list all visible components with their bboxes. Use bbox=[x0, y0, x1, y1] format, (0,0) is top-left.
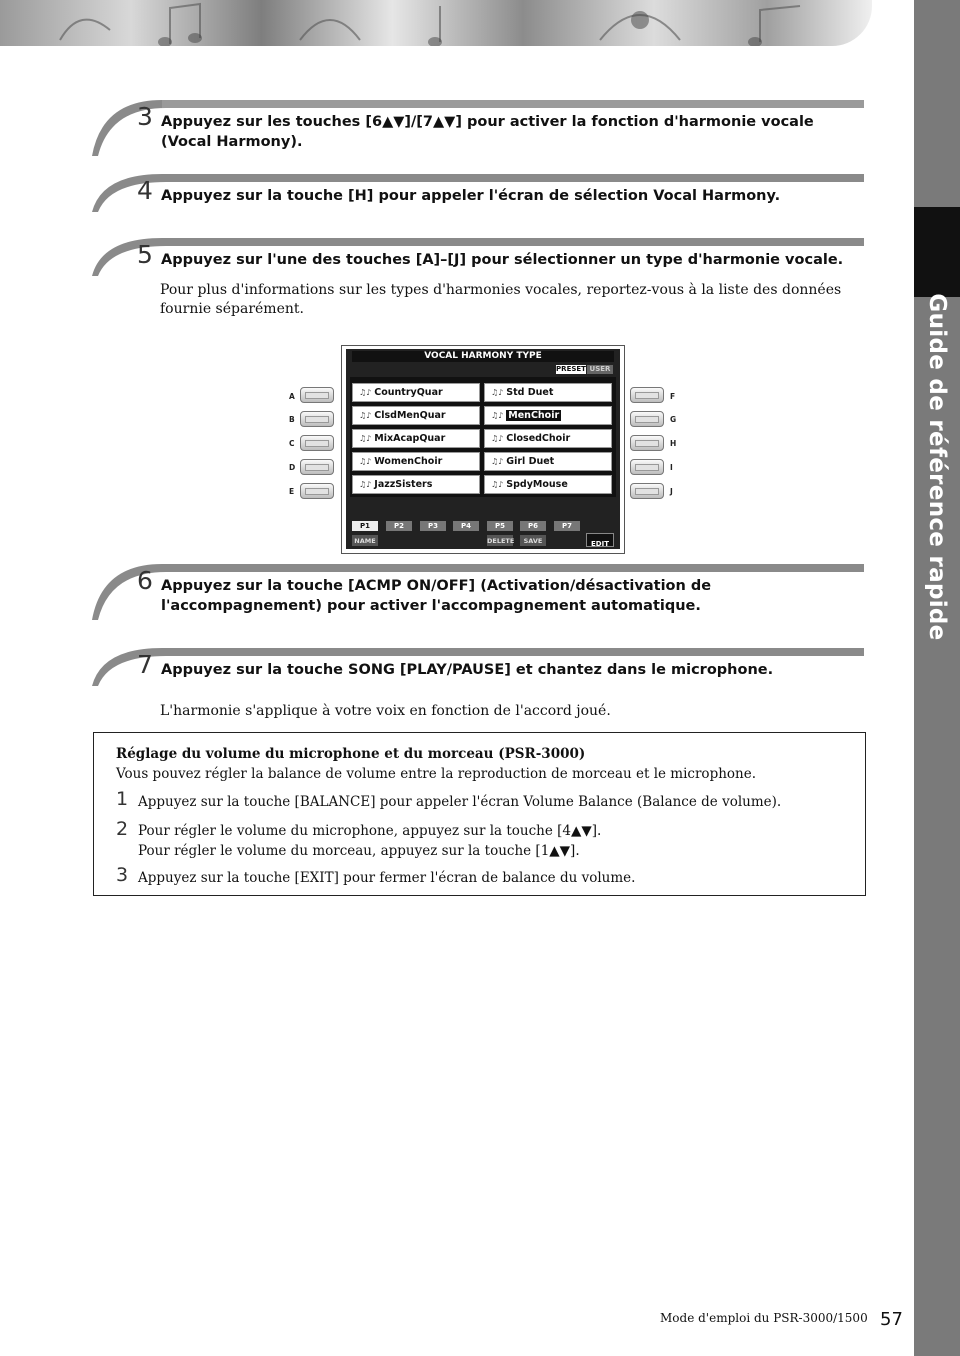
side-tab-marker bbox=[914, 207, 960, 297]
tab-p7[interactable]: P7 bbox=[554, 521, 580, 531]
step-7-note: L'harmonie s'applique à votre voix en fonction de l'accord joué. bbox=[160, 703, 611, 719]
step-number: 3 bbox=[137, 102, 153, 131]
button-d[interactable] bbox=[300, 459, 334, 475]
page-number: 57 bbox=[880, 1309, 903, 1330]
voice-harmony-icon: ♫♪ bbox=[359, 388, 372, 397]
button-letter-e: E bbox=[289, 487, 295, 496]
step-7 bbox=[92, 646, 864, 686]
info-step-text: Appuyez sur la touche [EXIT] pour fermer l'écran de balance du volume. bbox=[138, 870, 636, 886]
tab-p1[interactable]: P1 bbox=[352, 521, 378, 531]
button-c[interactable] bbox=[300, 435, 334, 451]
button-a[interactable] bbox=[300, 387, 334, 403]
step-text: Appuyez sur l'une des touches [A]–[J] pour sélectionner un type d'harmonie vocale. bbox=[161, 252, 844, 268]
lcd-screen bbox=[341, 345, 625, 554]
button-letter-j: J bbox=[670, 487, 673, 496]
tab-p3[interactable]: P3 bbox=[420, 521, 446, 531]
side-tab-label: Guide de référence rapide bbox=[924, 293, 950, 641]
button-b[interactable] bbox=[300, 411, 334, 427]
step-text: Appuyez sur les touches [6▲▼]/[7▲▼] pour activer la fonction d'harmonie vocale (Vocal Harmony). bbox=[161, 114, 814, 150]
step-text: Appuyez sur la touche SONG [PLAY/PAUSE] et chantez dans le microphone. bbox=[161, 662, 774, 678]
delete-button[interactable]: DELETE bbox=[487, 537, 515, 545]
voice-item[interactable]: ♫♪ Std Duet bbox=[484, 383, 612, 402]
voice-item[interactable]: ♫♪ JazzSisters bbox=[352, 475, 480, 494]
step-4 bbox=[92, 172, 864, 212]
step-number: 5 bbox=[137, 240, 153, 269]
voice-item[interactable]: ♫♪ Girl Duet bbox=[484, 452, 612, 471]
voice-harmony-icon: ♫♪ bbox=[491, 411, 504, 420]
step-number: 4 bbox=[137, 176, 153, 205]
step-3 bbox=[92, 98, 864, 156]
voice-item[interactable]: ♫♪ MixAcapQuar bbox=[352, 429, 480, 448]
info-step-text: Appuyez sur la touche [BALANCE] pour appeler l'écran Volume Balance (Balance de volume). bbox=[138, 794, 782, 810]
button-letter-c: C bbox=[289, 439, 295, 448]
voice-item[interactable]: ♫♪ WomenChoir bbox=[352, 452, 480, 471]
button-f[interactable] bbox=[630, 387, 664, 403]
voice-harmony-icon: ♫♪ bbox=[359, 480, 372, 489]
button-letter-h: H bbox=[670, 439, 677, 448]
button-j[interactable] bbox=[630, 483, 664, 499]
info-box-intro: Vous pouvez régler la balance de volume entre la reproduction de morceau et le microphone. bbox=[116, 766, 757, 782]
button-letter-f: F bbox=[670, 392, 676, 401]
voice-harmony-icon: ♫♪ bbox=[491, 457, 504, 466]
step-text: Appuyez sur la touche [ACMP ON/OFF] (Activation/désactivation de l'accompagnement) pour activer l'accompagnement automatique. bbox=[161, 578, 712, 614]
voice-harmony-icon: ♫♪ bbox=[491, 434, 504, 443]
edit-button[interactable]: EDIT bbox=[586, 533, 614, 547]
tab-user[interactable]: USER bbox=[587, 365, 613, 374]
button-letter-b: B bbox=[289, 415, 295, 424]
step-number: 6 bbox=[137, 566, 153, 595]
voice-item[interactable]: ♫♪ ClsdMenQuar bbox=[352, 406, 480, 425]
button-letter-i: I bbox=[670, 463, 673, 472]
step-number: 7 bbox=[137, 650, 153, 679]
info-step-number: 3 bbox=[116, 864, 129, 886]
button-i[interactable] bbox=[630, 459, 664, 475]
header-banner bbox=[0, 0, 872, 46]
info-step-number: 2 bbox=[116, 818, 129, 840]
voice-item[interactable]: ♫♪ ClosedChoir bbox=[484, 429, 612, 448]
music-notes-decoration bbox=[0, 0, 872, 46]
side-tab bbox=[914, 0, 960, 1356]
tab-preset[interactable]: PRESET bbox=[556, 365, 586, 373]
lcd-title: VOCAL HARMONY TYPE bbox=[352, 351, 614, 362]
voice-harmony-icon: ♫♪ bbox=[359, 434, 372, 443]
tab-p2[interactable]: P2 bbox=[386, 521, 412, 531]
step-text: Appuyez sur la touche [H] pour appeler l'écran de sélection Vocal Harmony. bbox=[161, 188, 781, 204]
info-step-number: 1 bbox=[116, 788, 129, 810]
voice-harmony-icon: ♫♪ bbox=[491, 480, 504, 489]
info-box bbox=[93, 732, 866, 896]
tab-p4[interactable]: P4 bbox=[453, 521, 479, 531]
button-h[interactable] bbox=[630, 435, 664, 451]
button-letter-d: D bbox=[289, 463, 296, 472]
step-5 bbox=[92, 236, 864, 276]
step-5-note: Pour plus d'informations sur les types d'harmonies vocales, reportez-vous à la liste des données fournie séparément. bbox=[160, 282, 842, 317]
voice-item[interactable]: ♫♪ SpdyMouse bbox=[484, 475, 612, 494]
voice-type-list bbox=[350, 377, 616, 497]
button-e[interactable] bbox=[300, 483, 334, 499]
voice-item[interactable]: ♫♪ CountryQuar bbox=[352, 383, 480, 402]
button-letter-g: G bbox=[670, 415, 677, 424]
tab-p6[interactable]: P6 bbox=[520, 521, 546, 531]
voice-harmony-icon: ♫♪ bbox=[359, 457, 372, 466]
save-button[interactable]: SAVE bbox=[520, 535, 546, 546]
voice-harmony-icon: ♫♪ bbox=[359, 411, 372, 420]
lcd-display bbox=[346, 349, 620, 549]
name-button[interactable]: NAME bbox=[352, 535, 378, 546]
voice-item-selected[interactable]: ♫♪ MenChoir bbox=[484, 406, 612, 425]
tab-p5[interactable]: P5 bbox=[487, 521, 513, 531]
step-6 bbox=[92, 562, 864, 620]
button-letter-a: A bbox=[289, 392, 295, 401]
button-g[interactable] bbox=[630, 411, 664, 427]
info-step-text: Pour régler le volume du morceau, appuyez sur la touche [1▲▼]. bbox=[138, 843, 580, 859]
info-step-text: Pour régler le volume du microphone, appuyez sur la touche [4▲▼]. bbox=[138, 823, 602, 839]
info-box-title: Réglage du volume du microphone et du morceau (PSR-3000) bbox=[116, 746, 586, 762]
voice-harmony-icon: ♫♪ bbox=[491, 388, 504, 397]
footer-manual-title: Mode d'emploi du PSR-3000/1500 bbox=[660, 1311, 868, 1325]
